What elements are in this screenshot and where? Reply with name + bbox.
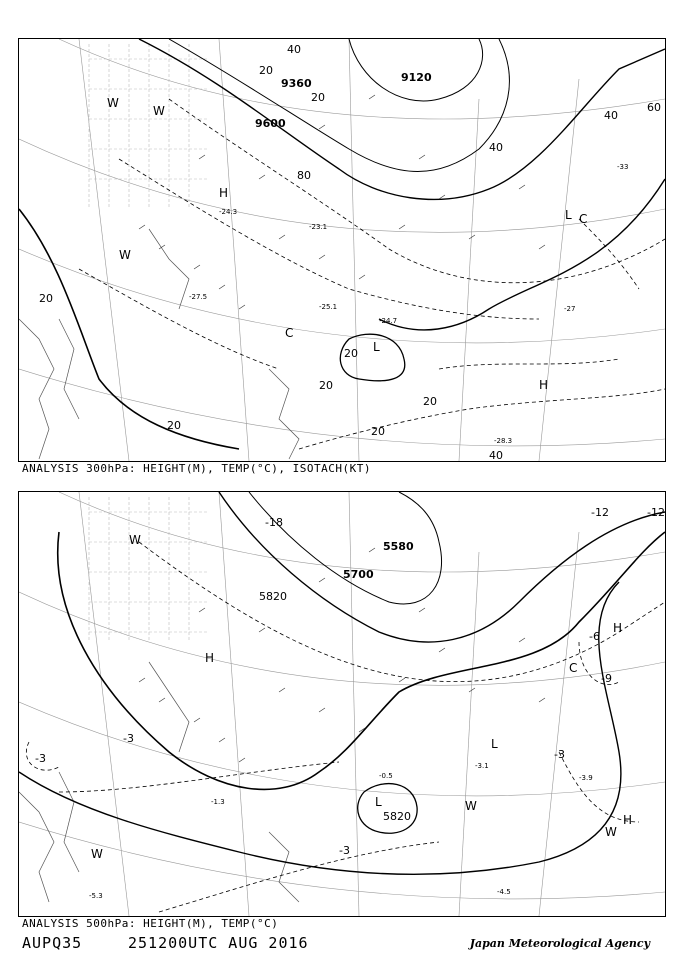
height-label: 9120 <box>401 71 432 84</box>
isotherm-label: -12 <box>591 506 609 519</box>
isotach-label: 20 <box>319 379 333 392</box>
temperature-label: -1.3 <box>211 798 225 806</box>
map-300hpa <box>18 38 666 462</box>
isotach-label: 40 <box>489 449 503 461</box>
high-pressure-marker: H <box>623 813 633 827</box>
low-pressure-marker: L <box>375 795 382 809</box>
warm-center-marker: W <box>91 847 103 861</box>
isotach-label: 20 <box>344 347 358 360</box>
isotach-label: 20 <box>371 425 385 438</box>
map-500hpa-canvas <box>19 492 665 916</box>
isotherm-label: -9 <box>601 672 612 685</box>
isotach-label: 20 <box>167 419 181 432</box>
temperature-label: -3.9 <box>579 774 593 782</box>
temperature-label: -27.5 <box>189 293 208 301</box>
isotach-label: 40 <box>604 109 618 122</box>
temperature-label: -28.3 <box>494 437 513 445</box>
station-marks <box>139 548 545 762</box>
height-label: 9600 <box>255 117 286 130</box>
chart-caption-300hpa: ANALYSIS 300hPa: HEIGHT(M), TEMP(°C), ISOTACH(KT) <box>22 462 372 475</box>
temperature-label: -33 <box>617 163 629 171</box>
height-label: 5820 <box>259 590 287 603</box>
isotach-label: 40 <box>489 141 503 154</box>
map-300hpa-canvas <box>19 39 665 461</box>
chart-caption-500hpa: ANALYSIS 500hPa: HEIGHT(M), TEMP(°C) <box>22 917 279 930</box>
isotherm-label: -3 <box>35 752 46 765</box>
isotachs <box>79 99 665 449</box>
temperature-label: -3.1 <box>475 762 489 770</box>
isotherm-label: -18 <box>265 516 283 529</box>
isotherm-label: -3 <box>123 732 134 745</box>
low-pressure-marker: L <box>373 340 380 354</box>
valid-time: 251200UTC AUG 2016 <box>128 934 309 952</box>
height-label: 5820 <box>383 810 411 823</box>
coastlines <box>19 229 299 459</box>
warm-center-marker: W <box>465 799 477 813</box>
temperature-label: -5.3 <box>89 892 103 900</box>
cold-center-marker: C <box>285 326 294 340</box>
temperature-label: -27 <box>564 305 576 313</box>
temperature-label: -24.3 <box>219 208 238 216</box>
isotherm-label: -3 <box>554 748 565 761</box>
height-contours <box>19 492 665 874</box>
chart-id: AUPQ35 <box>22 934 83 952</box>
isotach-label: 20 <box>423 395 437 408</box>
low-pressure-marker: L <box>491 737 498 751</box>
temperature-label: -25.1 <box>319 303 338 311</box>
high-pressure-marker: H <box>219 186 229 200</box>
map-500hpa <box>18 491 666 917</box>
warm-center-marker: W <box>605 825 617 839</box>
temperature-label: -4.5 <box>497 888 511 896</box>
isotherm-label: -12 <box>647 506 665 519</box>
isotach-label: 80 <box>297 169 311 182</box>
low-pressure-marker: L <box>565 208 572 222</box>
temperature-label: -24.7 <box>379 317 398 325</box>
height-label: 9360 <box>281 77 312 90</box>
dashed-grid-region <box>89 497 209 642</box>
temperature-label: -23.1 <box>309 223 328 231</box>
isotherm-label: -6 <box>589 630 600 643</box>
agency-credit: Japan Meteorological Agency <box>469 937 650 950</box>
high-pressure-marker: H <box>205 651 215 665</box>
cold-center-marker: C <box>579 212 588 226</box>
warm-center-marker: W <box>119 248 131 262</box>
station-marks <box>139 95 545 309</box>
isotach-label: 20 <box>259 64 273 77</box>
temperature-label: -0.5 <box>379 772 393 780</box>
isotach-label: 60 <box>647 101 661 114</box>
height-label: 5580 <box>383 540 414 553</box>
isotach-label: 20 <box>311 91 325 104</box>
high-pressure-marker: H <box>613 621 623 635</box>
warm-center-marker: W <box>153 104 165 118</box>
warm-center-marker: W <box>107 96 119 110</box>
height-label: 5700 <box>343 568 374 581</box>
isotach-label: 20 <box>39 292 53 305</box>
coastlines <box>19 662 299 902</box>
dashed-grid-region <box>89 44 209 209</box>
isotherm-label: -3 <box>339 844 350 857</box>
high-pressure-marker: H <box>539 378 549 392</box>
warm-center-marker: W <box>129 533 141 547</box>
cold-center-marker: C <box>569 661 578 675</box>
isotach-label: 40 <box>287 43 301 56</box>
